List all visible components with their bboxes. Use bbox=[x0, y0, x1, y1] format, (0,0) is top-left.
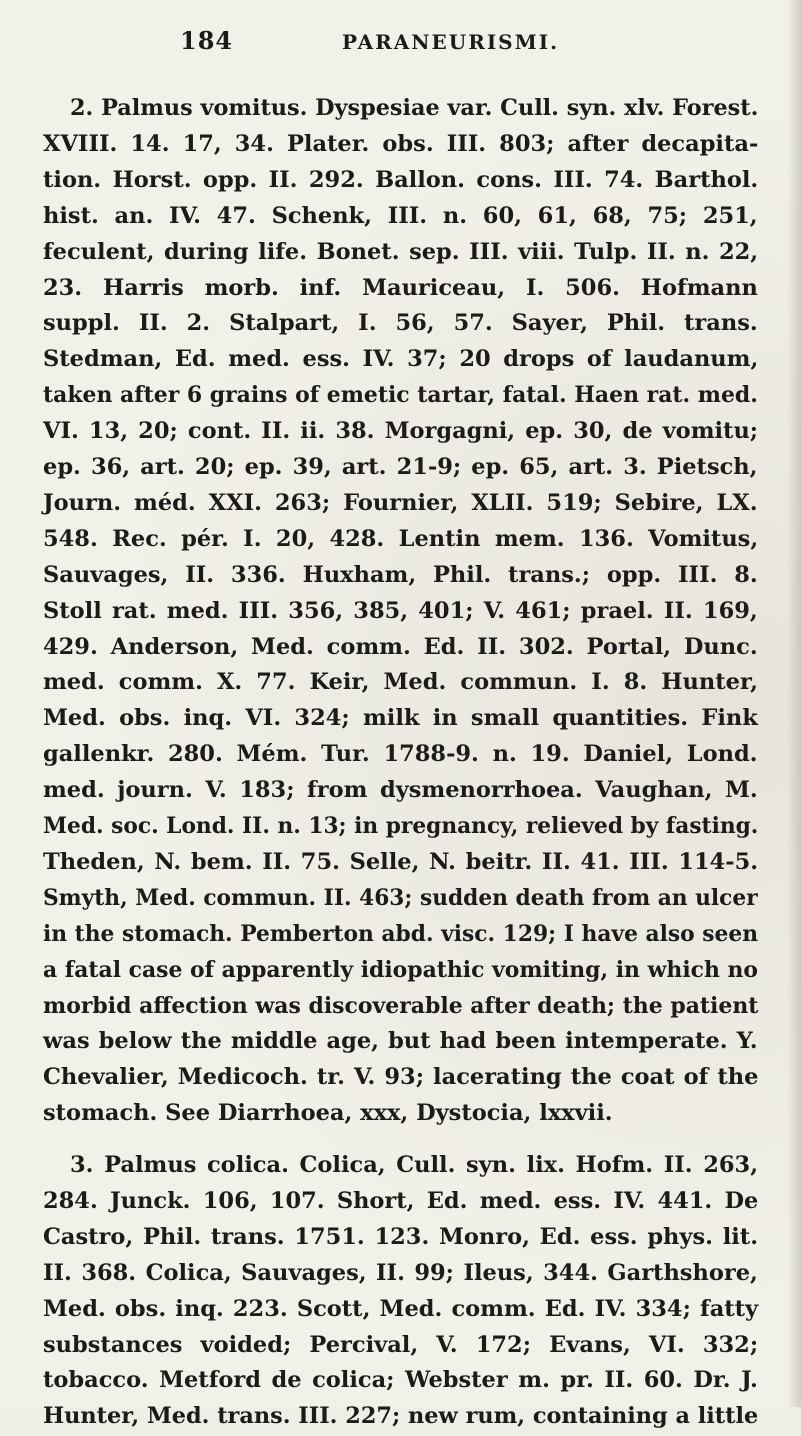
text-line: med. comm. X. 77. Keir, Med. commun. I. 8. Hunter, bbox=[43, 669, 758, 696]
text-line: feculent, during life. Bonet. sep. III. viii. Tulp. II. n. 22, bbox=[43, 238, 759, 265]
text-line: Hunter, Med. trans. III. 227; new rum, containing a little bbox=[43, 1403, 759, 1430]
text-line: II. 368. Colica, Sauvages, II. 99; Ileus, 344. Garthshore, bbox=[43, 1259, 758, 1286]
text-line: XVIII. 14. 17, 34. Plater. obs. III. 803; after decapita- bbox=[43, 130, 759, 157]
text-line: Stedman, Ed. med. ess. IV. 37; 20 drops of laudanum, bbox=[43, 346, 759, 373]
text-line: 2. Palmus vomitus. Dyspesiae var. Cull. syn. xlv. Forest. bbox=[70, 95, 759, 121]
text-line: ep. 36, art. 20; ep. 39, art. 21-9; ep. 65, art. 3. Pietsch, bbox=[43, 454, 758, 480]
text-line: taken after 6 grains of emetic tartar, fatal. Haen rat. med. bbox=[43, 382, 758, 409]
text-line: 23. Harris morb. inf. Mauriceau, I. 506. Hofmann bbox=[43, 274, 758, 301]
text-line: Journ. méd. XXI. 263; Fournier, XLII. 519; Sebire, LX. bbox=[43, 489, 758, 516]
text-line: substances voided; Percival, V. 172; Evans, VI. 332; bbox=[43, 1331, 759, 1358]
text-line: med. journ. V. 183; from dysmenorrhoea. Vaughan, M. bbox=[43, 777, 758, 804]
text-line: Castro, Phil. trans. 1751. 123. Monro, Ed. ess. phys. lit. bbox=[43, 1223, 759, 1250]
text-line: a fatal case of apparently idiopathic vomiting, in which no bbox=[43, 956, 759, 983]
text-line: Med. obs. inq. 223. Scott, Med. comm. Ed. IV. 334; fatty bbox=[43, 1295, 759, 1322]
text-line: morbid affection was discoverable after death; the patient bbox=[43, 992, 759, 1019]
page-number: 184 bbox=[180, 26, 234, 55]
text-line: in the stomach. Pemberton abd. visc. 129; I have also seen bbox=[43, 920, 759, 947]
page-edge-shadow bbox=[787, 0, 801, 1407]
text-line: 3. Palmus colica. Colica, Cull. syn. lix. Hofm. II. 263, bbox=[70, 1152, 759, 1178]
text-line: VI. 13, 20; cont. II. ii. 38. Morgagni, ep. 30, de vomitu; bbox=[43, 418, 759, 445]
text-line: tobacco. Metford de colica; Webster m. pr. II. 60. Dr. J. bbox=[43, 1367, 758, 1394]
text-line: 548. Rec. pér. I. 20, 428. Lentin mem. 136. Vomitus, bbox=[43, 525, 759, 552]
text-line: 284. Junck. 106, 107. Short, Ed. med. ess. IV. 441. De bbox=[43, 1187, 759, 1214]
text-line: tion. Horst. opp. II. 292. Ballon. cons. III. 74. Barthol. bbox=[43, 166, 759, 193]
text-line: Med. obs. inq. VI. 324; milk in small quantities. Fink bbox=[43, 705, 758, 732]
text-line: Sauvages, II. 336. Huxham, Phil. trans.; opp. III. 8. bbox=[43, 561, 758, 588]
text-line: Stoll rat. med. III. 356, 385, 401; V. 461; prael. II. 169, bbox=[43, 597, 758, 624]
text-line: Smyth, Med. commun. II. 463; sudden death from an ulcer bbox=[43, 884, 758, 911]
text-line: gallenkr. 280. Mém. Tur. 1788-9. n. 19. Daniel, Lond. bbox=[43, 741, 758, 768]
text-line: suppl. II. 2. Stalpart, I. 56, 57. Sayer, Phil. trans. bbox=[43, 310, 758, 337]
text-line: 429. Anderson, Med. comm. Ed. II. 302. Portal, Dunc. bbox=[43, 633, 758, 660]
text-line: Med. soc. Lond. II. n. 13; in pregnancy, relieved by fasting. bbox=[43, 813, 759, 839]
text-line: was below the middle age, but had been intemperate. Y. bbox=[43, 1028, 758, 1055]
running-head: PARANEURISMI. bbox=[342, 30, 560, 54]
page-header bbox=[180, 24, 740, 64]
text-line: hist. an. IV. 47. Schenk, III. n. 60, 61, 68, 75; 251, bbox=[43, 202, 758, 229]
text-line: Theden, N. bem. II. 75. Selle, N. beitr. II. 41. III. 114-5. bbox=[43, 848, 759, 875]
text-line: Chevalier, Medicoch. tr. V. 93; lacerating the coat of the bbox=[43, 1064, 759, 1091]
text-line: stomach. See Diarrhoea, xxx, Dystocia, lxxvii. bbox=[43, 1100, 613, 1127]
